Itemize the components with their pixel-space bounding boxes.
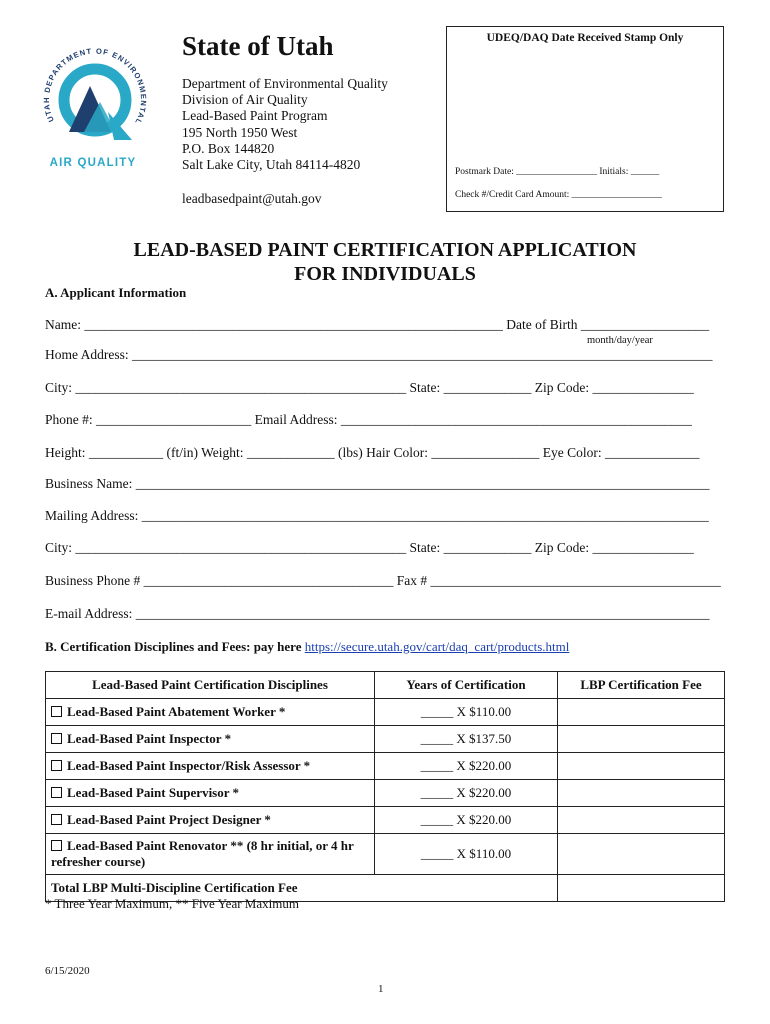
form-title-line1: LEAD-BASED PAINT CERTIFICATION APPLICATION — [133, 239, 637, 261]
table-row — [46, 726, 725, 753]
payment-link[interactable]: https://secure.utah.gov/cart/daq_cart/products.html — [304, 639, 570, 654]
table-header-row — [46, 672, 725, 699]
total-label: Total LBP Multi-Discipline Certification Fee — [46, 875, 558, 902]
checkbox[interactable] — [51, 733, 62, 744]
check-amount-field[interactable]: Check #/Credit Card Amount: ___________________ — [455, 190, 662, 200]
checkbox[interactable] — [51, 840, 62, 851]
years-cell[interactable]: _____ X $137.50 — [375, 726, 558, 753]
business-name-field[interactable]: Business Name: _____________________________________________________________________________________ — [45, 476, 710, 491]
years-cell[interactable]: _____ X $110.00 — [375, 834, 558, 875]
svg-text:AIR QUALITY: AIR QUALITY — [49, 157, 137, 169]
discipline-cell — [46, 699, 375, 726]
discipline-cell — [46, 780, 375, 807]
page-number: 1 — [378, 983, 384, 995]
business-city-state-zip-field[interactable]: City: _________________________________________________ State: _____________ Zip Code: _______________ — [45, 540, 694, 555]
years-cell[interactable]: _____ X $220.00 — [375, 753, 558, 780]
discipline-label: Lead-Based Paint Inspector/Risk Assessor * — [67, 758, 311, 773]
svg-text:UTAH DEPARTMENT OF ENVIRONMENT: UTAH DEPARTMENT OF ENVIRONMENTAL — [41, 46, 149, 127]
dob-format-hint: month/day/year — [587, 335, 653, 346]
program-email: leadbasedpaint@utah.gov — [182, 191, 322, 206]
discipline-cell — [46, 807, 375, 834]
state-title: State of Utah — [182, 31, 334, 61]
section-a-heading: A. Applicant Information — [45, 285, 187, 300]
checkbox[interactable] — [51, 787, 62, 798]
column-header-fee: LBP Certification Fee — [558, 672, 725, 699]
table-row — [46, 834, 725, 875]
table-row — [46, 699, 725, 726]
agency-address — [182, 76, 388, 173]
certification-fees-table — [45, 671, 725, 902]
checkbox[interactable] — [51, 760, 62, 771]
table-row — [46, 780, 725, 807]
years-cell[interactable]: _____ X $220.00 — [375, 807, 558, 834]
fee-cell[interactable] — [558, 753, 725, 780]
total-fee-cell[interactable] — [558, 875, 725, 902]
years-cell[interactable]: _____ X $110.00 — [375, 699, 558, 726]
discipline-label: Lead-Based Paint Inspector * — [67, 731, 232, 746]
form-title — [0, 238, 770, 286]
section-b-heading-text: B. Certification Disciplines and Fees: pay here — [45, 639, 302, 654]
address-line: 195 North 1950 West — [182, 124, 298, 140]
fee-cell[interactable] — [558, 834, 725, 875]
discipline-cell — [46, 753, 375, 780]
phone-email-field[interactable]: Phone #: _______________________ Email Address: ____________________________________________________ — [45, 412, 692, 427]
postmark-date-field[interactable]: Postmark Date: _________________ Initials: ______ — [455, 167, 660, 177]
business-email-field[interactable]: E-mail Address: _____________________________________________________________________________________ — [45, 606, 710, 621]
deq-logo-icon — [34, 28, 152, 176]
discipline-label: Lead-Based Paint Abatement Worker * — [67, 704, 286, 719]
checkbox[interactable] — [51, 706, 62, 717]
air-quality-logo — [34, 28, 152, 176]
revision-date: 6/15/2020 — [45, 965, 90, 977]
fee-cell[interactable] — [558, 780, 725, 807]
fee-cell[interactable] — [558, 699, 725, 726]
fee-cell[interactable] — [558, 726, 725, 753]
discipline-label: Lead-Based Paint Renovator ** (8 hr initial, or 4 hr refresher course) — [51, 838, 354, 869]
business-phone-fax-field[interactable]: Business Phone # _____________________________________ Fax # ___________________________________________ — [45, 573, 721, 588]
section-b-heading — [45, 639, 569, 655]
table-row — [46, 807, 725, 834]
name-dob-field[interactable]: Name: ______________________________________________________________ Date of Birth ___________________ — [45, 317, 710, 332]
years-cell[interactable]: _____ X $220.00 — [375, 780, 558, 807]
form-title-line2: FOR INDIVIDUALS — [294, 263, 476, 285]
checkbox[interactable] — [51, 814, 62, 825]
city-state-zip-field[interactable]: City: _________________________________________________ State: _____________ Zip Code: _______________ — [45, 380, 694, 395]
home-address-field[interactable]: Home Address: ______________________________________________________________________________________ — [45, 347, 713, 362]
address-line: Division of Air Quality — [182, 92, 308, 108]
address-line: Department of Environmental Quality — [182, 76, 388, 91]
address-line: Salt Lake City, Utah 84114-4820 — [182, 156, 361, 172]
discipline-cell — [46, 834, 375, 875]
table-row — [46, 753, 725, 780]
address-line: P.O. Box 144820 — [182, 140, 275, 156]
footnote: * Three Year Maximum, ** Five Year Maximum — [45, 896, 299, 911]
mailing-address-field[interactable]: Mailing Address: ____________________________________________________________________________________ — [45, 508, 709, 523]
address-line: Lead-Based Paint Program — [182, 108, 328, 124]
discipline-cell — [46, 726, 375, 753]
received-stamp-box — [446, 26, 724, 212]
column-header-disciplines: Lead-Based Paint Certification Disciplines — [46, 672, 375, 699]
fee-cell[interactable] — [558, 807, 725, 834]
column-header-years: Years of Certification — [375, 672, 558, 699]
stamp-title: UDEQ/DAQ Date Received Stamp Only — [486, 32, 684, 44]
physical-description-field[interactable]: Height: ___________ (ft/in) Weight: _____________ (lbs) Hair Color: ________________ Eye Color: ______________ — [45, 445, 700, 460]
discipline-label: Lead-Based Paint Supervisor * — [67, 785, 240, 800]
discipline-label: Lead-Based Paint Project Designer * — [67, 812, 271, 827]
